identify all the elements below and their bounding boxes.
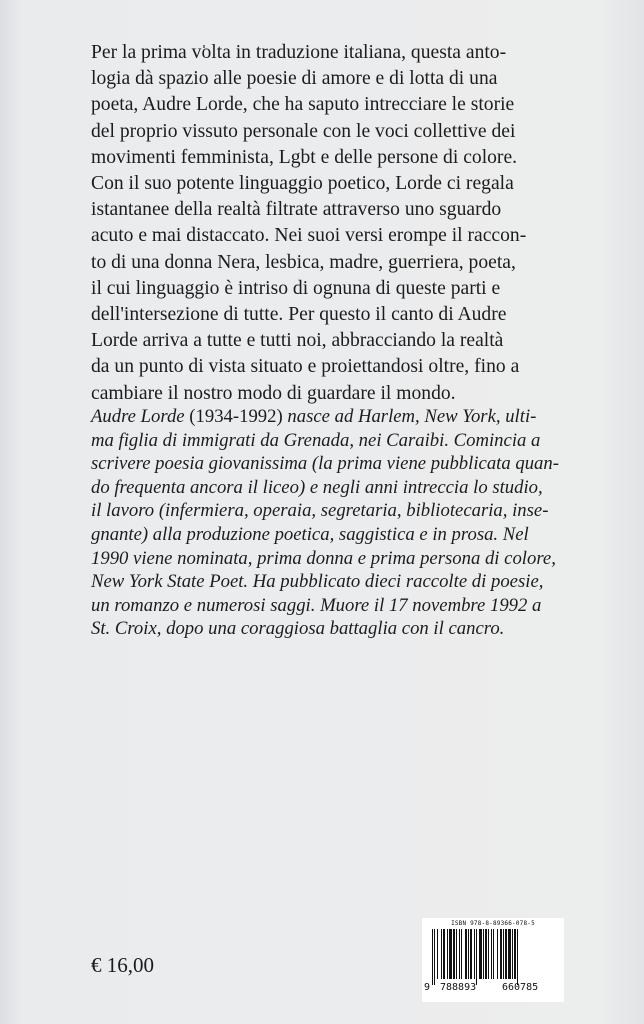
isbn-label: ISBN 978-8-89366-078-5 xyxy=(451,920,535,927)
barcode-bar xyxy=(517,929,518,985)
bio-line: New York State Poet. Ha pubblicato dieci raccolte di poesie, xyxy=(91,571,544,593)
bio-line: il lavoro (infermiera, operaia, segretaria, bibliotecaria, inse- xyxy=(91,500,549,522)
barcode-digit-lead: 9 xyxy=(424,982,431,993)
bio-line: St. Croix, dopo una coraggiosa battaglia con il cancro. xyxy=(91,618,505,640)
blurb-line: il cui linguaggio è intriso di ognuna di queste parti e xyxy=(91,277,501,299)
barcode-digits-right: 660785 xyxy=(502,982,539,993)
blurb-line: Lorde arriva a tutte e tutti noi, abbracciando la realtà xyxy=(91,330,504,352)
barcode-bar xyxy=(456,929,457,979)
blurb-line: da un punto di vista situato e proiettandosi oltre, fino a xyxy=(91,356,520,378)
blurb-line: poeta, Audre Lorde, che ha saputo intrecciare le storie xyxy=(91,94,515,116)
blurb-line: cambiare il nostro modo di guardare il mondo. xyxy=(91,382,456,404)
barcode-bar xyxy=(459,929,460,979)
barcode-bar xyxy=(508,929,511,979)
blurb-line: del proprio vissuto personale con le voci collettive dei xyxy=(91,120,516,142)
barcode-bar xyxy=(512,929,513,979)
bio-line: 1990 viene nominata, prima donna e prima persona di colore, xyxy=(91,547,556,569)
barcode-bar xyxy=(505,929,507,979)
barcode-bar xyxy=(461,929,462,979)
barcode-bars xyxy=(432,929,554,985)
barcode-digits-left: 788893 xyxy=(440,982,477,993)
author-name: Audre Lorde xyxy=(91,406,185,427)
barcode-bar xyxy=(491,929,492,979)
bio-line: do frequenta ancora il liceo) e negli anni intreccia lo studio, xyxy=(91,476,543,498)
barcode-bar xyxy=(447,929,448,979)
barcode-bar xyxy=(503,929,504,979)
blurb-line: istantanee della realtà filtrate attraverso uno sguardo xyxy=(91,199,502,221)
bio-line xyxy=(91,405,615,429)
blurb-line: acuto e mai distaccato. Nei suoi versi erompe il raccon- xyxy=(91,225,527,247)
bio-line: scrivere poesia giovanissima (la prima viene pubblicata quan- xyxy=(91,453,559,475)
barcode-bar xyxy=(449,929,452,979)
price-label: € 16,00 xyxy=(91,953,154,977)
barcode-bar xyxy=(434,929,435,985)
author-bio xyxy=(91,405,615,641)
blurb-line: Per la prima volta in traduzione italiana, questa anto- xyxy=(91,42,507,63)
bio-line: un romanzo e numerosi saggi. Muore il 17 novembre 1992 a xyxy=(91,594,542,616)
barcode-bar xyxy=(443,929,445,979)
blurb-line: Con il suo potente linguaggio poetico, Lorde ci regala xyxy=(91,173,514,195)
barcode-bar xyxy=(483,929,484,979)
barcode-bar xyxy=(497,929,498,979)
barcode-bar xyxy=(479,929,482,979)
blurb-line: logia dà spazio alle poesie di amore e di lotta di una xyxy=(91,68,498,90)
barcode-bar xyxy=(437,929,438,979)
bio-line: ma figlia di immigrati da Grenada, nei Caraibi. Comincia a xyxy=(91,429,541,451)
barcode-bar xyxy=(453,929,455,979)
barcode-bar xyxy=(470,929,472,979)
barcode-bar xyxy=(488,929,489,979)
barcode-bar xyxy=(514,929,516,979)
barcode-bar xyxy=(468,929,469,979)
blurb-line: to di una donna Nera, lesbica, madre, guerriera, poeta, xyxy=(91,251,516,273)
barcode-bar xyxy=(465,929,467,979)
author-years: (1934-1992) xyxy=(184,406,283,427)
blurb-line: movimenti femminista, Lgbt e delle persone di colore. xyxy=(91,146,518,168)
bio-line-rest: nasce ad Harlem, New York, ulti- xyxy=(282,406,537,427)
barcode-bar xyxy=(476,929,477,985)
isbn-barcode xyxy=(422,918,564,1002)
barcode-bar xyxy=(485,929,487,979)
barcode-bar xyxy=(432,929,433,985)
barcode-bar xyxy=(493,929,494,979)
blurb-line: dell'intersezione di tutte. Per questo il canto di Audre xyxy=(91,304,507,326)
blurb-paragraph xyxy=(91,40,631,407)
barcode-bar xyxy=(500,929,502,979)
bio-line: gnante) alla produzione poetica, saggistica e in prosa. Nel xyxy=(91,523,529,545)
barcode-bar xyxy=(441,929,442,979)
barcode-bar xyxy=(474,929,475,979)
